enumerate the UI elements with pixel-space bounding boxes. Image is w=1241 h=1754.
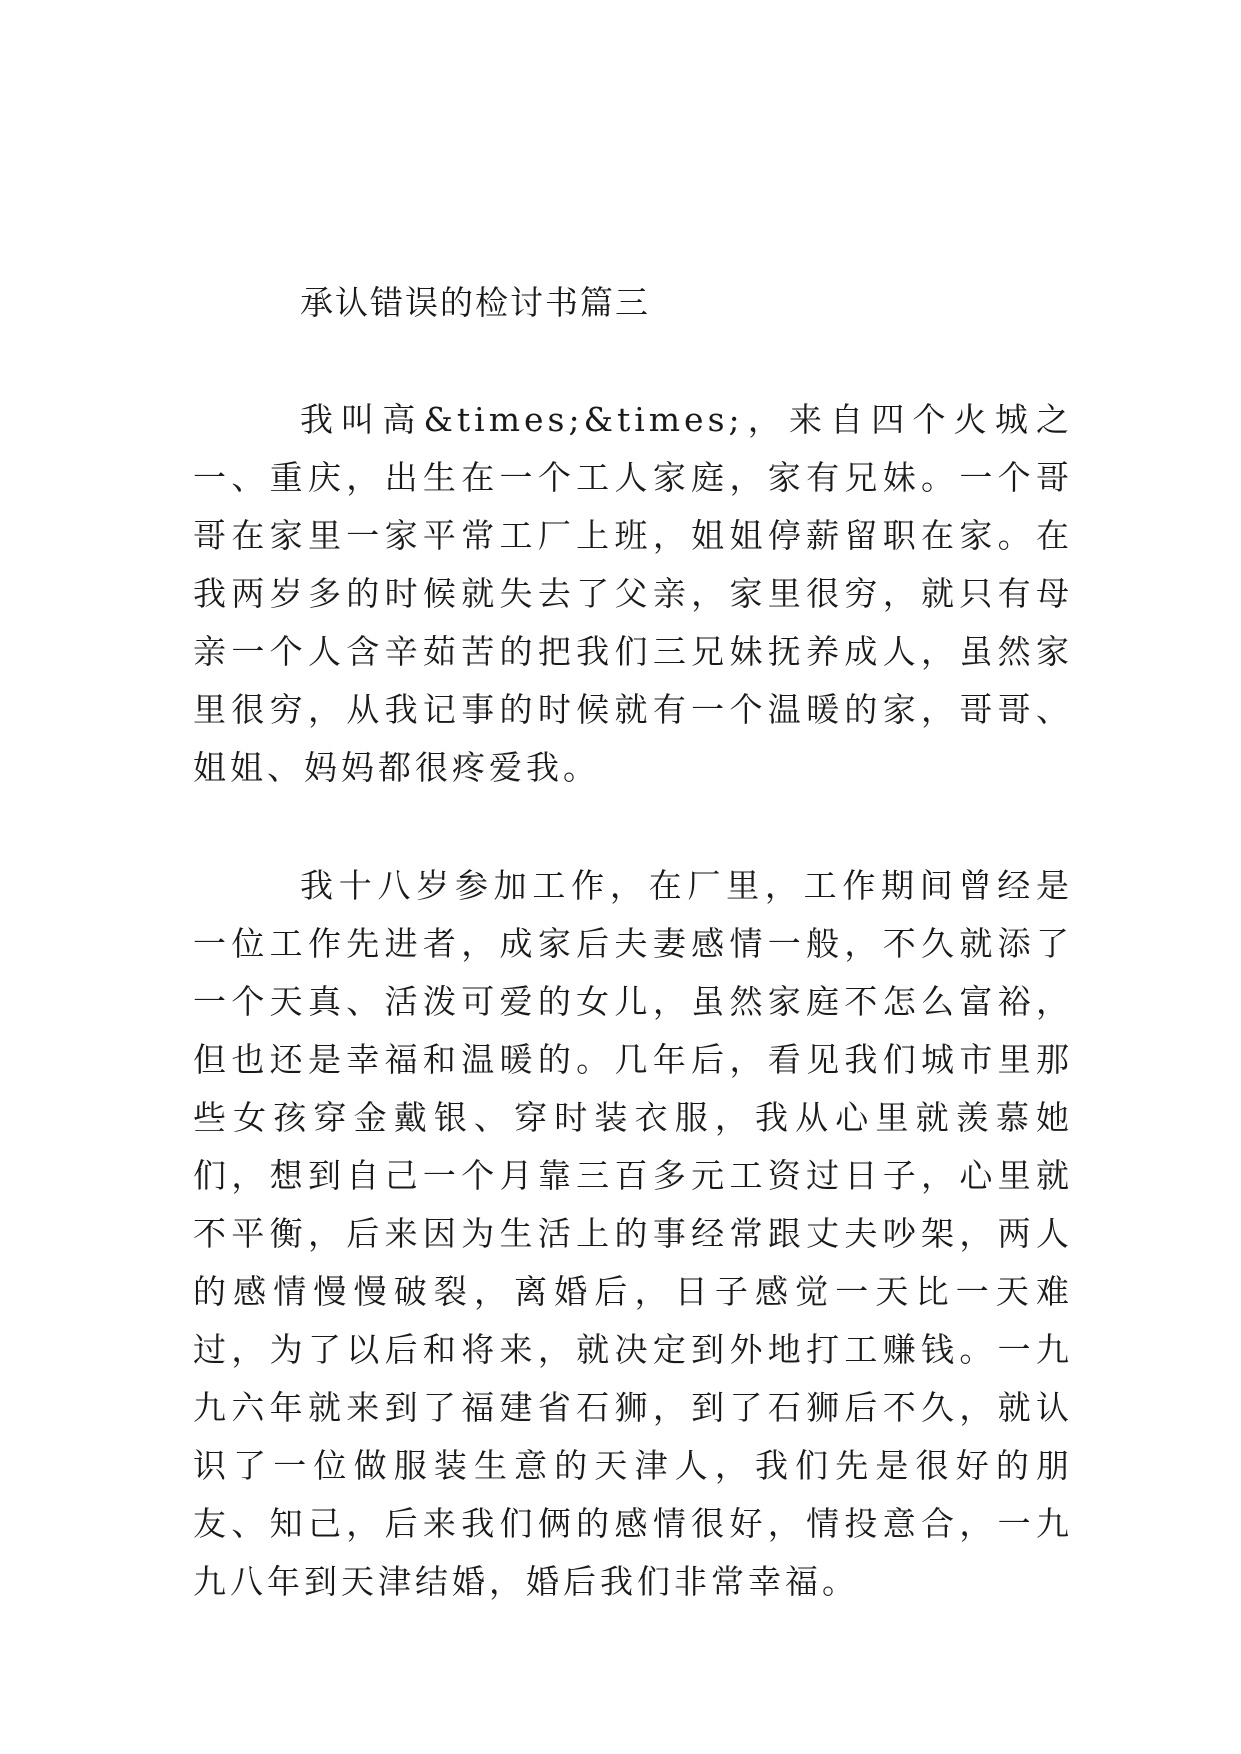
paragraph-family-background: 我叫高&times;&times;，来自四个火城之一、重庆，出生在一个工人家庭，家有兄妹。一个哥哥在家里一家平常工厂上班，姐姐停薪留职在家。在我两岁多的时候就失去了父亲，家里很穷，就只有母亲一个人含辛茹苦的把我们三兄妹抚养成人，虽然家里很穷，从我记事的时候就有一个温暖的家，哥哥、姐姐、妈妈都很疼爱我。 — [193, 400, 1073, 787]
document-heading: 承认错误的检讨书篇三 — [300, 283, 650, 322]
paragraph-work-and-marriage: 我十八岁参加工作，在厂里，工作期间曾经是一位工作先进者，成家后夫妻感情一般，不久就添了一个天真、活泼可爱的女儿，虽然家庭不怎么富裕，但也还是幸福和温暖的。几年后，看见我们城市里那些女孩穿金戴银、穿时装衣服，我从心里就羡慕她们，想到自己一个月靠三百多元工资过日子，心里就不平衡，后来因为生活上的事经常跟丈夫吵架，两人的感情慢慢破裂，离婚后，日子感觉一天比一天难过，为了以后和将来，就决定到外地打工赚钱。一九九六年就来到了福建省石狮，到了石狮后不久，就认识了一位做服装生意的天津人，我们先是很好的朋友、知己，后来我们俩的感情很好，情投意合，一九九八年到天津结婚，婚后我们非常幸福。 — [193, 866, 1073, 1601]
